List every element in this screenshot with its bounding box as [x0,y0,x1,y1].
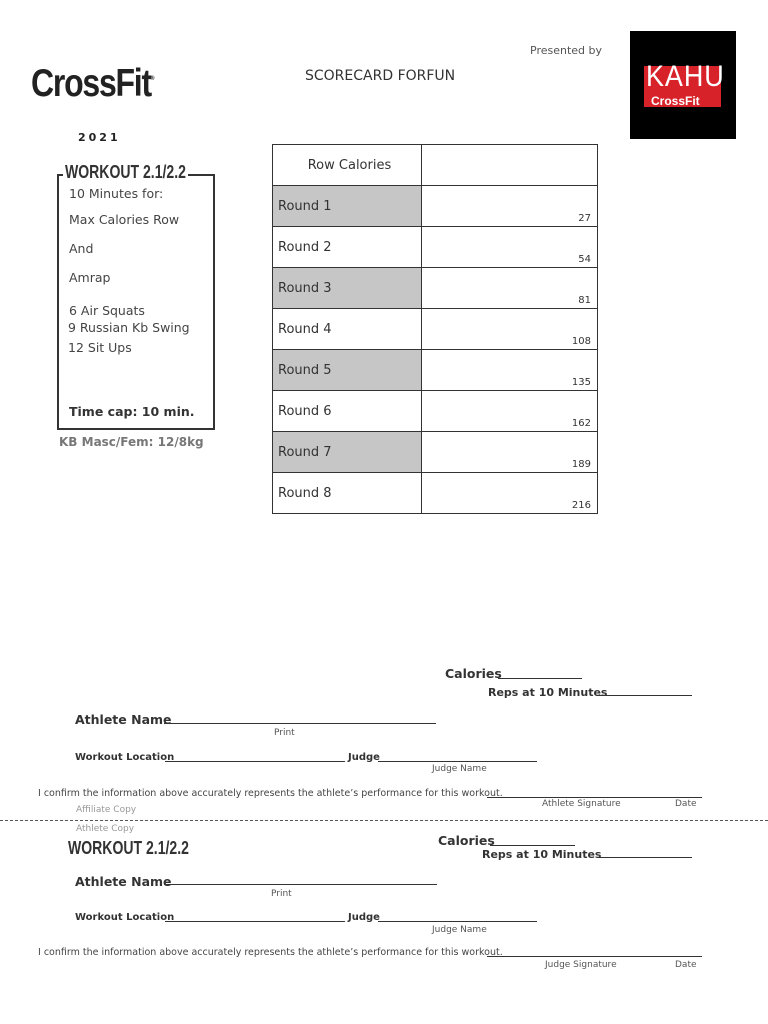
workout-line: 6 Air Squats [69,303,145,318]
judge-field[interactable] [378,761,537,762]
trademark-mark: ® [150,76,155,82]
round-target: 27 [578,213,591,224]
round-target: 108 [571,336,591,347]
round-score-cell[interactable] [422,473,598,514]
round-target: 189 [571,459,591,470]
workout-line: 10 Minutes for: [69,186,164,201]
round-label: Round 4 [273,309,422,350]
workout-line: Max Calories Row [69,212,180,227]
workout-title: WORKOUT 2.1/2.2 [68,838,189,858]
rounds-table [272,144,598,514]
workout-box-border [57,174,63,176]
judge-label: Judge [348,752,380,763]
round-label: Round 5 [273,350,422,391]
table-row [273,473,598,514]
round-score-cell[interactable] [422,350,598,391]
round-score-cell[interactable] [422,391,598,432]
round-label: Round 2 [273,227,422,268]
reps-label: Reps at 10 Minutes [482,848,602,861]
table-header-cell: Row Calories [273,145,422,186]
date-caption: Date [675,799,697,809]
athlete-copy-label: Athlete Copy [76,824,135,834]
confirmation-text: I confirm the information above accurately represents the athlete’s performance for this workout. [38,788,503,799]
round-score-cell[interactable] [422,268,598,309]
round-score-cell[interactable] [422,432,598,473]
round-target: 81 [578,295,591,306]
table-row [273,350,598,391]
reps-field[interactable] [598,857,692,858]
round-label: Round 3 [273,268,422,309]
judge-label: Judge [348,912,380,923]
round-target: 162 [571,418,591,429]
signature-caption: Judge Signature [545,960,617,970]
judge-name-caption: Judge Name [432,925,487,935]
round-label: Round 6 [273,391,422,432]
judge-field[interactable] [378,921,537,922]
time-cap: Time cap: 10 min. [69,404,195,419]
crossfit-logo-text: CrossFit [31,62,151,105]
table-row [273,309,598,350]
table-row [273,268,598,309]
athlete-name-label: Athlete Name [75,874,172,889]
round-target: 135 [571,377,591,388]
table-row [273,391,598,432]
year-label: 2021 [78,131,121,144]
reps-field[interactable] [598,695,692,696]
workout-line: 9 Russian Kb Swing [68,320,190,335]
table-row [273,186,598,227]
calories-label: Calories [438,833,495,848]
athlete-name-field[interactable] [164,884,437,885]
reps-label: Reps at 10 Minutes [488,686,608,699]
presented-by-label: Presented by [530,44,603,57]
signature-field[interactable] [487,956,702,957]
workout-location-label: Workout Location [75,912,175,923]
round-label: Round 7 [273,432,422,473]
round-score-cell[interactable] [422,309,598,350]
judge-name-caption: Judge Name [432,764,487,774]
workout-location-field[interactable] [165,921,345,922]
round-label: Round 1 [273,186,422,227]
calories-field[interactable] [490,845,575,846]
round-score-cell[interactable] [422,227,598,268]
calories-field[interactable] [498,678,582,679]
affiliate-copy-label: Affiliate Copy [76,805,137,815]
round-score-cell[interactable] [422,186,598,227]
calories-label: Calories [445,666,502,681]
cut-line [0,820,768,821]
workout-title: WORKOUT 2.1/2.2 [65,162,186,182]
workout-location-field[interactable] [165,761,345,762]
sponsor-logo-text: KAHU [646,60,725,93]
crossfit-logo [31,62,155,106]
workout-box-border [188,174,213,176]
athlete-name-label: Athlete Name [75,712,172,727]
scorecard-title: SCORECARD FORFUN [305,68,456,84]
signature-caption: Athlete Signature [542,799,621,809]
workout-location-label: Workout Location [75,752,175,763]
round-target: 54 [578,254,591,265]
print-caption: Print [274,728,295,738]
workout-line: 12 Sit Ups [68,340,132,355]
date-caption: Date [675,960,697,970]
print-caption: Print [271,889,292,899]
signature-field[interactable] [487,797,702,798]
kb-weights: KB Masc/Fem: 12/8kg [59,435,204,449]
table-row [273,227,598,268]
table-header-empty [422,145,598,186]
athlete-name-field[interactable] [164,723,436,724]
round-label: Round 8 [273,473,422,514]
confirmation-text: I confirm the information above accurately represents the athlete’s performance for this workout. [38,947,503,958]
table-row [273,432,598,473]
workout-line: And [69,241,94,256]
round-target: 216 [571,500,591,511]
sponsor-logo-subtext: CrossFit [651,94,700,108]
workout-line: Amrap [69,270,111,285]
table-header-row [273,145,598,186]
